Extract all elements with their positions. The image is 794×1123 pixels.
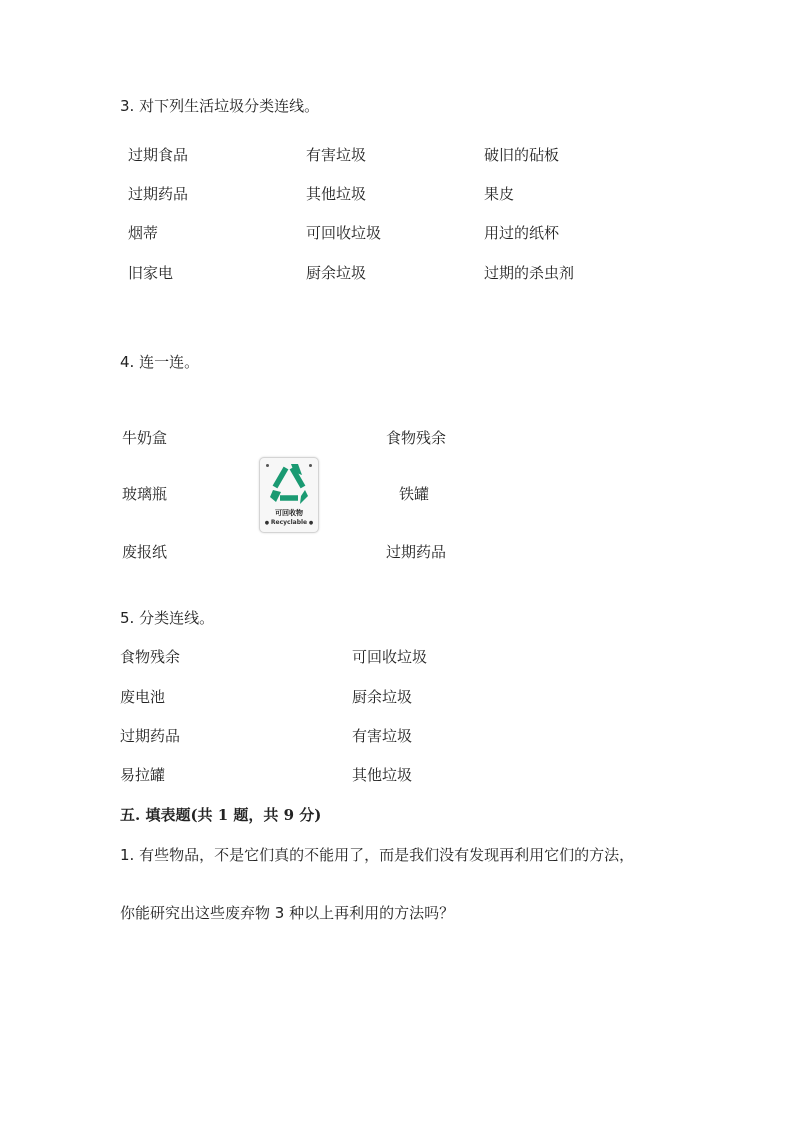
q3-col2-item: 其他垃圾 <box>306 185 367 203</box>
q5-right-item: 其他垃圾 <box>352 766 413 784</box>
recycle-icon <box>260 458 318 508</box>
q3-col2-item: 有害垃圾 <box>306 146 367 164</box>
q5-right-item: 可回收垃圾 <box>352 648 428 666</box>
q3-col3-item: 过期的杀虫剂 <box>484 264 575 282</box>
q5-title: 5. 分类连线。 <box>120 609 215 627</box>
q4-left-item: 废报纸 <box>122 543 168 561</box>
q3-col3-item: 果皮 <box>484 185 515 203</box>
q4-right-item: 过期药品 <box>386 543 447 561</box>
q4-right-item: 食物残余 <box>386 429 447 447</box>
q5-right-item: 厨余垃圾 <box>352 688 413 706</box>
q3-col3-item: 用过的纸杯 <box>484 224 560 242</box>
q5-left-item: 废电池 <box>120 688 166 706</box>
q4-left-item: 玻璃瓶 <box>122 485 168 503</box>
q4-title: 4. 连一连。 <box>120 353 200 371</box>
q3-col1-item: 过期食品 <box>128 146 189 164</box>
question-text: 你能研究出这些废弃物 3 种以上再利用的方法吗？ <box>120 904 455 922</box>
q3-col1-item: 烟蒂 <box>128 224 159 242</box>
section-heading: 五. 填表题(共 1 题，共 9 分) <box>120 806 322 824</box>
question-text: 1. 有些物品，不是它们真的不能用了，而是我们没有发现再利用它们的方法， <box>120 846 635 864</box>
q5-left-item: 过期药品 <box>120 727 181 745</box>
q3-title: 3. 对下列生活垃圾分类连线。 <box>120 97 320 115</box>
q4-right-item: 铁罐 <box>399 485 430 503</box>
q5-right-item: 有害垃圾 <box>352 727 413 745</box>
q3-col3-item: 破旧的砧板 <box>484 146 560 164</box>
q3-col2-item: 厨余垃圾 <box>306 264 367 282</box>
q5-left-item: 食物残余 <box>120 648 181 666</box>
sign-label-en: ● Recyclable ● <box>264 519 314 526</box>
q4-left-item: 牛奶盒 <box>122 429 168 447</box>
q5-left-item: 易拉罐 <box>120 766 166 784</box>
q3-col1-item: 旧家电 <box>128 264 174 282</box>
sign-label: 可回收物 <box>275 509 303 517</box>
q3-col1-item: 过期药品 <box>128 185 189 203</box>
recyclable-sign <box>259 457 319 533</box>
q3-col2-item: 可回收垃圾 <box>306 224 382 242</box>
